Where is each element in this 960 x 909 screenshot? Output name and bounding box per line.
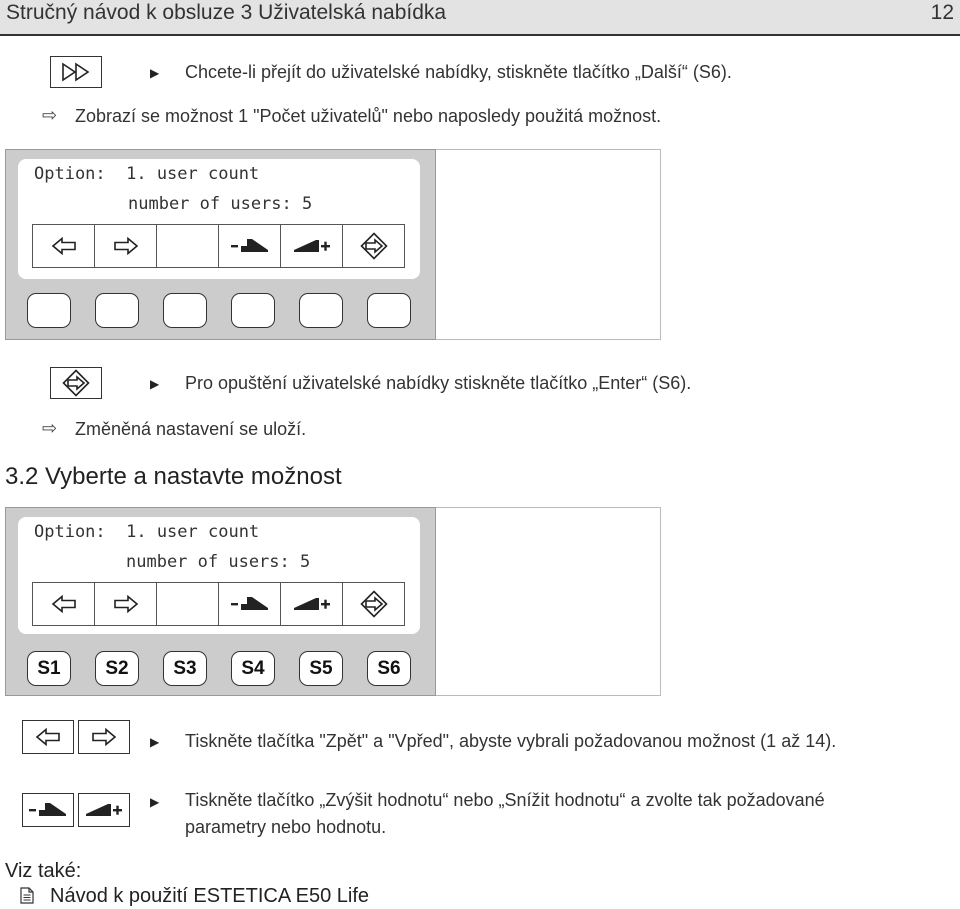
back-arrow-icon bbox=[51, 595, 77, 613]
hardware-button[interactable] bbox=[27, 293, 71, 328]
lcd-line-option: Option: 1. user count bbox=[34, 522, 260, 542]
enter-icon bbox=[62, 369, 90, 397]
enter-icon bbox=[360, 590, 388, 618]
softkey-enter[interactable] bbox=[343, 225, 404, 267]
header-title: Stručný návod k obsluze 3 Uživatelská nabídka bbox=[6, 1, 447, 24]
lcd-line-users: number of users: 5 bbox=[126, 552, 311, 572]
s2-button[interactable]: S2 bbox=[95, 651, 139, 686]
bullet-icon: ▶ bbox=[150, 66, 160, 80]
decrease-icon bbox=[230, 595, 270, 613]
panel-frame bbox=[436, 149, 661, 340]
step-text: Chcete-li přejít do uživatelské nabídky, stiskněte tlačítko „Další“ (S6). bbox=[185, 62, 732, 82]
softkey-forward[interactable] bbox=[95, 225, 157, 267]
back-arrow-icon bbox=[35, 728, 61, 746]
lcd-line-option: Option: 1. user count bbox=[34, 164, 260, 184]
forward-key[interactable] bbox=[78, 720, 130, 754]
back-arrow-icon bbox=[51, 237, 77, 255]
s6-button[interactable]: S6 bbox=[367, 651, 411, 686]
decrease-icon bbox=[230, 237, 270, 255]
double-forward-key[interactable] bbox=[50, 56, 102, 88]
increase-icon bbox=[292, 237, 332, 255]
softkey-row bbox=[32, 224, 405, 268]
section-heading: 3.2 Vyberte a nastavte možnost bbox=[5, 463, 342, 490]
s5-button[interactable]: S5 bbox=[299, 651, 343, 686]
forward-arrow-icon bbox=[113, 595, 139, 613]
page-header bbox=[0, 0, 960, 36]
s1-button[interactable]: S1 bbox=[27, 651, 71, 686]
back-key[interactable] bbox=[22, 720, 74, 754]
softkey-increase[interactable] bbox=[281, 583, 343, 625]
hardware-button[interactable] bbox=[95, 293, 139, 328]
decrease-icon bbox=[28, 801, 68, 819]
enter-icon bbox=[360, 232, 388, 260]
step-text-line2: parametry nebo hodnotu. bbox=[185, 817, 387, 837]
result-arrow-icon: ⇨ bbox=[42, 105, 58, 125]
increase-icon bbox=[292, 595, 332, 613]
bullet-icon: ▶ bbox=[150, 735, 160, 749]
page-number: 12 bbox=[930, 1, 954, 24]
bullet-icon: ▶ bbox=[150, 795, 160, 809]
decrease-key[interactable] bbox=[22, 793, 74, 827]
hardware-button[interactable] bbox=[231, 293, 275, 328]
double-forward-icon bbox=[61, 62, 91, 82]
bullet-icon: ▶ bbox=[150, 377, 160, 391]
forward-arrow-icon bbox=[113, 237, 139, 255]
lcd-line-users: number of users: 5 bbox=[128, 194, 313, 214]
document-icon bbox=[20, 887, 34, 909]
increase-icon bbox=[84, 801, 124, 819]
s4-button[interactable]: S4 bbox=[231, 651, 275, 686]
step-text-line1: Tiskněte tlačítko „Zvýšit hodnotu“ nebo „Snížit hodnotu“ a zvolte tak požadované bbox=[185, 790, 825, 810]
see-also-label: Viz také: bbox=[5, 860, 82, 882]
enter-key[interactable] bbox=[50, 367, 102, 399]
softkey-decrease[interactable] bbox=[219, 583, 281, 625]
hardware-button[interactable] bbox=[367, 293, 411, 328]
softkey-increase[interactable] bbox=[281, 225, 343, 267]
step-text: Tiskněte tlačítka "Zpět" a "Vpřed", abyste vybrali požadovanou možnost (1 až 14). bbox=[185, 731, 837, 751]
softkey-back[interactable] bbox=[33, 583, 95, 625]
panel-frame bbox=[436, 507, 661, 696]
see-also-link[interactable]: Návod k použití ESTETICA E50 Life bbox=[50, 885, 370, 907]
s3-button[interactable]: S3 bbox=[163, 651, 207, 686]
hardware-button[interactable] bbox=[299, 293, 343, 328]
softkey-empty[interactable] bbox=[157, 583, 219, 625]
softkey-row bbox=[32, 582, 405, 626]
result-arrow-icon: ⇨ bbox=[42, 418, 58, 438]
softkey-forward[interactable] bbox=[95, 583, 157, 625]
result-text: Změněná nastavení se uloží. bbox=[75, 419, 307, 439]
softkey-enter[interactable] bbox=[343, 583, 404, 625]
softkey-empty[interactable] bbox=[157, 225, 219, 267]
softkey-decrease[interactable] bbox=[219, 225, 281, 267]
hardware-button[interactable] bbox=[163, 293, 207, 328]
forward-arrow-icon bbox=[91, 728, 117, 746]
increase-key[interactable] bbox=[78, 793, 130, 827]
result-text: Zobrazí se možnost 1 "Počet uživatelů" nebo naposledy použitá možnost. bbox=[75, 106, 662, 126]
softkey-back[interactable] bbox=[33, 225, 95, 267]
step-text: Pro opuštění uživatelské nabídky stiskněte tlačítko „Enter“ (S6). bbox=[185, 373, 692, 393]
